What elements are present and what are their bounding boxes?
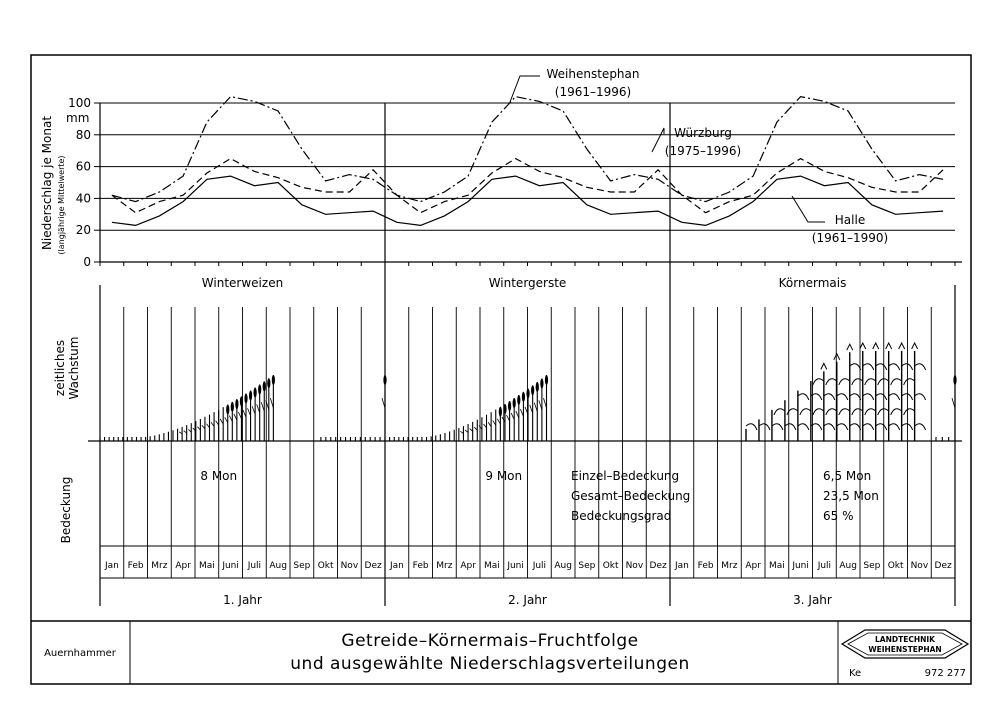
y-tick-label-80: 80 bbox=[75, 127, 91, 142]
cereal-ear bbox=[267, 378, 270, 388]
maize-leaf bbox=[813, 409, 824, 415]
maize-leaf bbox=[824, 424, 835, 430]
month-label: Jan bbox=[674, 561, 689, 571]
month-label: Juni bbox=[792, 561, 809, 571]
crop-name: Körnermais bbox=[778, 276, 847, 290]
month-label: Dez bbox=[364, 561, 382, 571]
series-lines bbox=[112, 97, 943, 226]
drawing-number: 972 277 bbox=[924, 668, 966, 679]
maize-leaf bbox=[863, 394, 874, 400]
maize-leaf bbox=[904, 379, 915, 385]
series-period-würzburg: (1975–1996) bbox=[664, 144, 742, 158]
title-line-1: Getreide–Körnermais–Fruchtfolge bbox=[341, 631, 639, 651]
month-label: Mai bbox=[198, 561, 215, 571]
y-tick-label-0: 0 bbox=[83, 255, 91, 269]
summary-label: Gesamt–Bedeckung bbox=[571, 489, 691, 503]
maize-leaf bbox=[774, 409, 785, 415]
month-label: Nov bbox=[910, 561, 929, 571]
month-label: Feb bbox=[127, 561, 144, 571]
logo bbox=[842, 630, 968, 658]
month-label: Jan bbox=[104, 561, 119, 571]
maize-tassel bbox=[899, 343, 905, 349]
maize-leaf bbox=[800, 409, 811, 415]
maize-leaf bbox=[889, 394, 900, 400]
month-label: Juli bbox=[532, 561, 547, 571]
month-label: Mai bbox=[768, 561, 785, 571]
cereal-ear bbox=[235, 399, 238, 409]
cereal-ear bbox=[231, 402, 234, 412]
cereal-ear bbox=[249, 391, 252, 401]
cereal-ear bbox=[953, 375, 956, 385]
maize-tassel bbox=[886, 343, 892, 349]
month-label: Mrz bbox=[151, 561, 168, 571]
month-label: Dez bbox=[649, 561, 667, 571]
maize-leaf bbox=[876, 364, 887, 370]
maize-leaf bbox=[852, 409, 863, 415]
cereal-ear bbox=[536, 382, 539, 392]
maize-leaf bbox=[759, 424, 770, 430]
cereal-ear bbox=[499, 407, 502, 417]
y-unit-label: mm bbox=[66, 111, 90, 125]
maize-leaf bbox=[839, 409, 850, 415]
cereal-ear bbox=[517, 395, 520, 405]
maize-tassel bbox=[834, 354, 840, 360]
maize-tassel bbox=[821, 363, 827, 369]
maize-leaf bbox=[891, 379, 902, 385]
month-label: Apr bbox=[745, 561, 761, 571]
month-label: Nov bbox=[340, 561, 359, 571]
maize-leaf bbox=[798, 424, 809, 430]
series-leader-halle bbox=[792, 196, 825, 222]
year-label-1: 1. Jahr bbox=[223, 593, 262, 607]
maize-tassel bbox=[860, 343, 866, 349]
summary-label: Bedeckungsgrad bbox=[571, 509, 672, 523]
maize-leaf bbox=[891, 409, 902, 415]
cereal-ear bbox=[545, 375, 548, 385]
maize-leaf bbox=[746, 424, 757, 430]
maize-leaf bbox=[915, 424, 926, 430]
maize-leaf bbox=[863, 364, 874, 370]
month-label: Feb bbox=[697, 561, 714, 571]
year-labels bbox=[223, 593, 832, 607]
maize-leaf bbox=[889, 424, 900, 430]
month-label: Juni bbox=[507, 561, 524, 571]
crop-labels bbox=[200, 276, 846, 483]
logo-text-2: WEIHENSTEPHAN bbox=[868, 645, 942, 654]
maize-leaf bbox=[876, 394, 887, 400]
month-label: Aug bbox=[269, 561, 287, 571]
cereal-ear bbox=[522, 392, 525, 402]
month-label: Juli bbox=[247, 561, 262, 571]
maize-leaf bbox=[876, 424, 887, 430]
month-label: Okt bbox=[317, 561, 334, 571]
series-line-halle bbox=[112, 176, 943, 225]
maize-leaf bbox=[824, 394, 835, 400]
month-label: Mrz bbox=[721, 561, 738, 571]
maize-leaf bbox=[839, 379, 850, 385]
crop-name: Wintergerste bbox=[488, 276, 567, 290]
cereal-ear bbox=[383, 375, 386, 385]
initials: Ke bbox=[849, 668, 862, 679]
cereal-ear bbox=[240, 396, 243, 406]
coverage-summary bbox=[571, 469, 879, 523]
month-labels bbox=[104, 561, 952, 571]
cereal-ear bbox=[531, 385, 534, 395]
maize-tassel bbox=[912, 343, 918, 349]
month-label: Mai bbox=[483, 561, 500, 571]
series-period-weihenstephan: (1961–1996) bbox=[554, 85, 632, 99]
maize-leaf bbox=[837, 394, 848, 400]
crop-coverage: 9 Mon bbox=[485, 469, 523, 483]
month-columns bbox=[88, 285, 962, 606]
summary-value: 6,5 Mon bbox=[823, 469, 872, 483]
maize-leaf bbox=[889, 364, 900, 370]
month-label: Juni bbox=[222, 561, 239, 571]
summary-value: 65 % bbox=[823, 509, 854, 523]
month-label: Sep bbox=[293, 561, 311, 571]
y-tick-label-60: 60 bbox=[75, 159, 91, 174]
cereal-ear bbox=[244, 394, 247, 404]
grid-lines bbox=[100, 103, 962, 606]
maize-leaf bbox=[826, 379, 837, 385]
cereal-ear bbox=[226, 405, 229, 415]
maize-leaf bbox=[850, 424, 861, 430]
cereal-ear bbox=[258, 385, 261, 395]
maize-leaf bbox=[863, 424, 874, 430]
month-label: Apr bbox=[175, 561, 191, 571]
maize-leaf bbox=[852, 379, 863, 385]
maize-leaf bbox=[850, 394, 861, 400]
maize-leaf bbox=[878, 409, 889, 415]
coverage-row-label: Bedeckung bbox=[59, 476, 73, 544]
y-tick-label-20: 20 bbox=[75, 223, 91, 238]
year-label-3: 3. Jahr bbox=[793, 593, 832, 607]
cereal-ear bbox=[272, 375, 275, 385]
month-label: Okt bbox=[602, 561, 619, 571]
y-tick-label-100: 100 bbox=[68, 96, 91, 110]
outer-frame bbox=[31, 55, 971, 684]
month-label: Jan bbox=[389, 561, 404, 571]
series-name-weihenstephan: Weihenstephan bbox=[546, 67, 640, 81]
cereal-ear bbox=[540, 379, 543, 389]
month-label: Juli bbox=[817, 561, 832, 571]
maize-leaf bbox=[865, 379, 876, 385]
month-label: Mrz bbox=[436, 561, 453, 571]
year-label-2: 2. Jahr bbox=[508, 593, 547, 607]
month-label: Sep bbox=[863, 561, 881, 571]
cereal-ear bbox=[263, 381, 266, 391]
cereal-ear bbox=[254, 388, 257, 398]
month-label: Okt bbox=[887, 561, 904, 571]
y-axis-sublabel: (langjährige Mittelwerte) bbox=[57, 155, 66, 255]
growth-row-label-1: zeitliches bbox=[53, 339, 67, 397]
plant-growth-icons bbox=[100, 343, 957, 441]
month-label: Aug bbox=[554, 561, 572, 571]
series-labels bbox=[510, 67, 888, 245]
maize-leaf bbox=[850, 364, 861, 370]
crop-coverage: 8 Mon bbox=[200, 469, 238, 483]
maize-leaf bbox=[915, 394, 926, 400]
maize-tassel bbox=[873, 343, 879, 349]
cereal-ear bbox=[508, 401, 511, 411]
title-line-2: und ausgewählte Niederschlagsverteilungen bbox=[290, 654, 690, 674]
author: Auernhammer bbox=[44, 648, 116, 659]
series-leader-würzburg bbox=[652, 128, 664, 152]
summary-label: Einzel–Bedeckung bbox=[571, 469, 680, 483]
cereal-ear bbox=[513, 398, 516, 408]
maize-leaf bbox=[798, 394, 809, 400]
maize-leaf bbox=[837, 424, 848, 430]
series-name-halle: Halle bbox=[834, 213, 866, 227]
maize-leaf bbox=[904, 409, 915, 415]
y-tick-label-40: 40 bbox=[75, 191, 91, 206]
summary-value: 23,5 Mon bbox=[823, 489, 879, 503]
crop-name: Winterweizen bbox=[201, 276, 284, 290]
month-label: Aug bbox=[839, 561, 857, 571]
month-label: Sep bbox=[578, 561, 596, 571]
maize-leaf bbox=[865, 409, 876, 415]
cereal-ear bbox=[526, 389, 529, 399]
series-name-würzburg: Würzburg bbox=[674, 126, 732, 140]
series-period-halle: (1961–1990) bbox=[811, 231, 889, 245]
cereal-ear bbox=[503, 404, 506, 414]
logo-text-1: LANDTECHNIK bbox=[875, 635, 935, 644]
month-label: Feb bbox=[412, 561, 429, 571]
maize-leaf bbox=[878, 379, 889, 385]
growth-row-label-2: Wachstum bbox=[67, 336, 81, 400]
maize-leaf bbox=[785, 424, 796, 430]
month-label: Nov bbox=[625, 561, 644, 571]
maize-tassel bbox=[847, 344, 853, 350]
maize-leaf bbox=[772, 424, 783, 430]
month-label: Dez bbox=[934, 561, 952, 571]
y-axis-label: Niederschlag je Monat bbox=[40, 115, 54, 251]
maize-leaf bbox=[826, 409, 837, 415]
series-line-weihenstephan bbox=[112, 97, 943, 202]
maize-leaf bbox=[915, 364, 926, 370]
month-label: Apr bbox=[460, 561, 476, 571]
maize-leaf bbox=[813, 379, 824, 385]
